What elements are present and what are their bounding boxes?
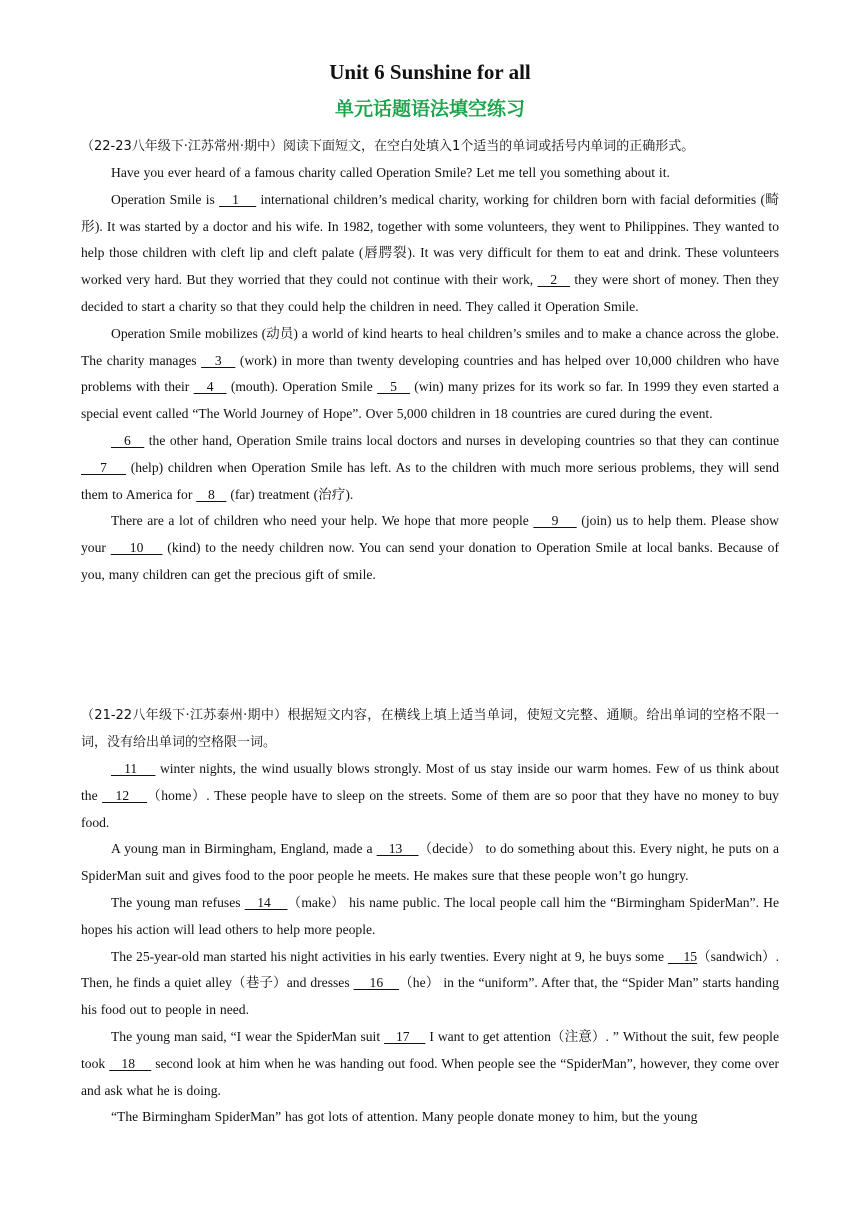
page-title: Unit 6 Sunshine for all — [329, 60, 531, 84]
passage-text: The young man said, “I wear the SpiderMan suit — [111, 1028, 385, 1044]
passage-text: （home）. These people have to sleep on the streets. Some of them are so poor that they have no money to buy food. — [81, 787, 779, 830]
answer-blank[interactable]: 7 — [81, 459, 126, 475]
passage-paragraph — [81, 944, 779, 1024]
answer-blank[interactable]: 6 — [111, 432, 145, 448]
passage-text: (join) us to help them. Please show your — [81, 513, 779, 556]
answer-blank[interactable]: 8 — [196, 486, 227, 502]
answer-blank[interactable]: 13 — [376, 841, 419, 857]
page-subtitle: 单元话题语法填空练习 — [334, 98, 525, 120]
passage-paragraph — [81, 890, 779, 944]
passage-paragraph — [81, 187, 779, 321]
passage-text: (far) treatment (治疗). — [226, 486, 354, 502]
answer-blank[interactable]: 11 — [111, 761, 156, 776]
answer-blank[interactable]: 5 — [377, 379, 410, 395]
passage-text: (kind) to the needy children now. You can send your donation to Operation Smile at local banks. Because of you, many children can get the precious gift of smile. — [81, 540, 780, 582]
passage-text: they were short of money. Then they decided to start a charity so that they could help the children in need. They called it Operation Smile. — [81, 272, 780, 314]
answer-blank[interactable]: 18 — [109, 1055, 152, 1071]
passage-text: international children’s medical charity, working for children born with facial deformities (畸形). It was started by a doctor and his wife. In 1982, together with some volunteers, they went to Philippines. They wanted to help those children with cleft lip and cleft palate (唇腭裂). It was very difficult for them to eat and drink. These volunteers worked very hard. But they worried that they could not continue with their work, — [81, 191, 779, 288]
passage-paragraph — [81, 160, 779, 187]
passage-source-2: （21-22八年级下·江苏泰州·期中）根据短文内容，在横线上填上适当单词，使短文完整、通顺。给出单词的空格不限一词，没有给出单词的空格限一词。 — [81, 708, 779, 750]
passage-paragraph — [81, 1104, 779, 1131]
answer-blank[interactable]: 15 — [667, 948, 698, 964]
passage-text: （sandwich）. Then, he finds a quiet alley（巷子）and dresses — [81, 948, 780, 991]
passage-text: The young man refuses — [111, 894, 245, 910]
passage-section-1 — [81, 133, 779, 589]
answer-blank[interactable]: 2 — [537, 272, 571, 288]
passage-paragraph — [81, 756, 779, 836]
passage-text: The 25-year-old man started his night activities in his early twenties. Every night at 9, he buys some — [111, 948, 668, 964]
passage-text: (win) many prizes for its work so far. In 1999 they even started a special event called “The World Journey of Hope”. Over 5,000 children in 18 countries are cured during the event. — [81, 379, 780, 422]
passage-paragraph — [81, 1024, 779, 1104]
passage-paragraph — [81, 836, 779, 890]
answer-blank[interactable]: 3 — [201, 352, 236, 368]
answer-blank[interactable]: 4 — [193, 379, 227, 395]
passage-text: （make） his name public. The local people call him the “Birmingham SpiderMan”. He hopes his action will lead others to help more people. — [81, 894, 779, 937]
passage-text: Operation Smile is — [111, 191, 220, 207]
answer-blank[interactable]: 10 — [110, 540, 163, 556]
passage-paragraph — [81, 508, 779, 588]
passage-text: (work) in more than twenty developing countries and has helped over 10,000 children who have problems with their — [81, 352, 779, 395]
passage-text: “The Birmingham SpiderMan” has got lots of attention. Many people donate money to him, but the young — [111, 1109, 698, 1125]
passage-text: I want to get attention（注意）. ” Without the suit, few people took — [81, 1028, 779, 1071]
answer-blank[interactable]: 16 — [353, 975, 400, 991]
passage-text: A young man in Birmingham, England, made a — [111, 841, 377, 857]
passage-text: （he） in the “uniform”. After that, the “Spider Man” starts handing his food out to people in need. — [81, 975, 779, 1018]
answer-blank[interactable]: 9 — [533, 513, 577, 529]
passage-text: second look at him when he was handing out food. When people see the “SpiderMan”, however, they come over and ask what he is doing. — [81, 1055, 780, 1098]
passage-text: (help) children when Operation Smile has left. As to the children with much more serious problems, they will send them to America for — [81, 459, 779, 502]
passage-text: (mouth). Operation Smile — [226, 379, 378, 395]
answer-blank[interactable]: 12 — [102, 787, 148, 803]
passage-paragraph — [81, 428, 779, 508]
answer-blank[interactable]: 14 — [244, 894, 288, 910]
passage-source-1: （22-23八年级下·江苏常州·期中）阅读下面短文，在空白处填入1个适当的单词或括号内单词的正确形式。 — [81, 139, 695, 154]
answer-blank[interactable]: 17 — [384, 1028, 426, 1044]
passage-section-2 — [81, 702, 779, 1131]
answer-blank[interactable]: 1 — [219, 191, 257, 207]
passage-paragraph — [81, 321, 779, 428]
passage-text: Have you ever heard of a famous charity called Operation Smile? Let me tell you something about it. — [111, 165, 670, 180]
passage-text: （decide） to do something about this. Every night, he puts on a SpiderMan suit and gives food to the poor people he meets. He makes sure that these people won’t go hungry. — [81, 841, 779, 884]
passage-text: There are a lot of children who need your help. We hope that more people — [111, 513, 534, 529]
passage-text: the other hand, Operation Smile trains local doctors and nurses in developing countries so that they can continue — [144, 432, 779, 448]
passage-text: Operation Smile mobilizes (动员) a world of kind hearts to heal children’s smiles and to make a chance across the globe. The charity manages — [81, 325, 779, 368]
passage-text: winter nights, the wind usually blows strongly. Most of us stay inside our warm homes. Few of us think about the — [81, 761, 779, 803]
